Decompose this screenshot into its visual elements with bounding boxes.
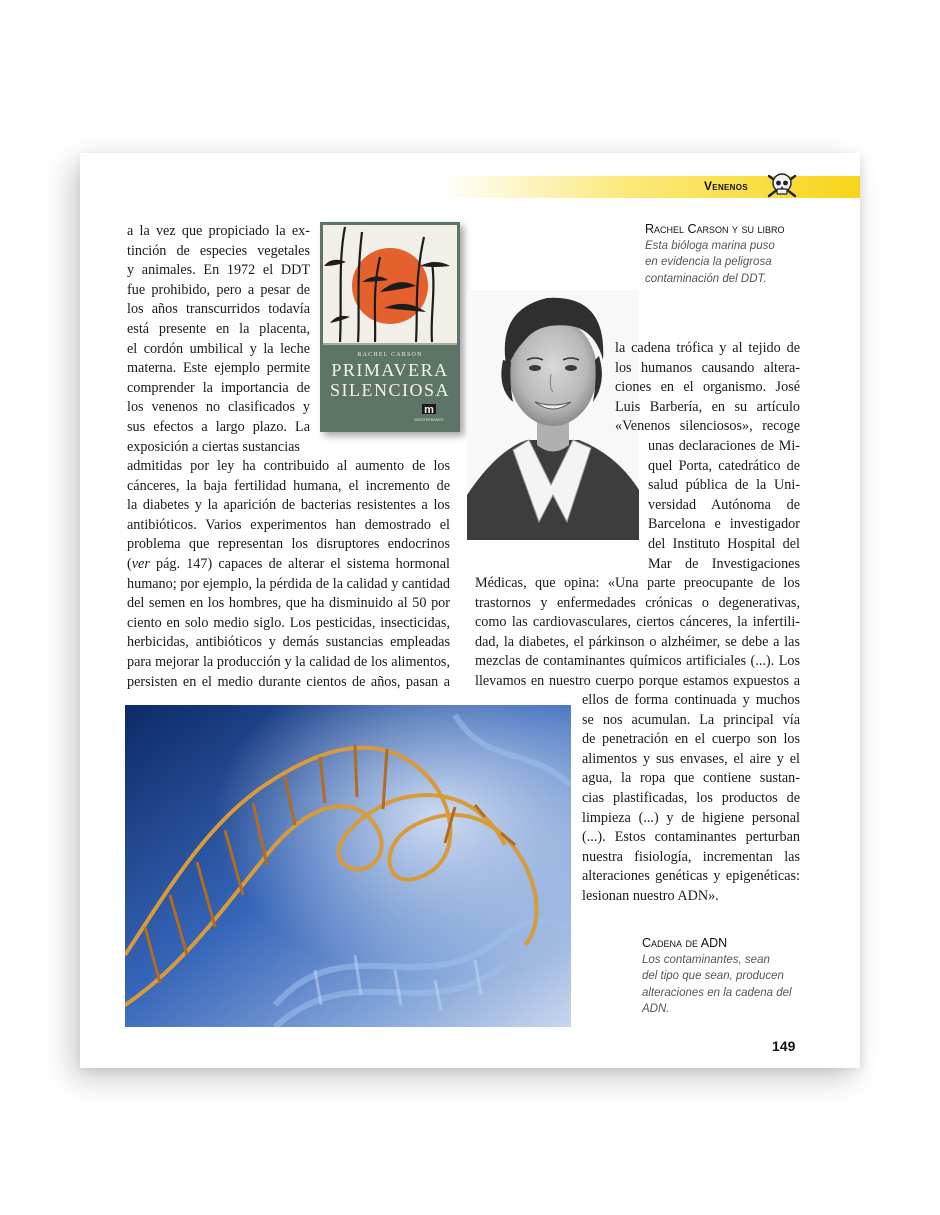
book-title-line2: SILENCIOSA — [329, 380, 451, 400]
caption-line: Los contaminantes, sean — [642, 953, 770, 966]
book-cover-art — [320, 222, 460, 432]
caption-carson — [645, 221, 784, 287]
body-text-right-lower — [582, 691, 800, 907]
text-line: unas declaraciones de Mi- — [648, 438, 800, 454]
text-line: mezclas de contaminantes químicos artificiales (...). Los — [475, 653, 800, 670]
text-line: humano; por ejemplo, la pérdida de la calidad y cantidad — [127, 575, 450, 592]
rachel-carson-portrait — [467, 290, 639, 540]
text-line: del semen en los hombres, que ha disminuido al 50 por — [127, 595, 450, 612]
text-line: los humanos causando altera- — [615, 359, 800, 376]
text-line: los años transcurridos todavía — [127, 301, 310, 318]
body-text-right-wide — [475, 574, 800, 692]
text-line: alimentos y sus envases, el aire y el — [582, 750, 800, 767]
text-line: antibióticos. Varios experimentos han demostrado el — [127, 516, 450, 533]
text-line: Médicas, que opina: «Una parte preocupante de los — [475, 575, 800, 591]
body-text-right-upper — [615, 339, 800, 437]
text-line: se nos acumulan. La principal vía — [582, 711, 800, 728]
text-line: lesionan nuestro ADN». — [582, 887, 719, 904]
book-title-line1: PRIMAVERA — [331, 360, 449, 380]
text-line: y animales. En 1972 el DDT — [127, 262, 310, 279]
text-line: sus efectos a largo plazo. La — [127, 418, 310, 435]
text-line: la diabetes y la aparición de bacterias resistentes a los — [127, 497, 450, 514]
body-text-left-wide — [127, 457, 450, 692]
caption-dna — [642, 935, 792, 1018]
caption-line: en evidencia la peligrosa — [645, 256, 772, 268]
text-line: la cadena trófica y al tejido de — [615, 340, 800, 356]
page-number: 149 — [772, 1038, 796, 1054]
text-line: ellos de forma continuada y muchos — [582, 692, 800, 708]
text-line: materna. Este ejemplo permite — [127, 360, 310, 377]
text-line: exposición a ciertas sustancias — [127, 438, 300, 455]
text-line: Mar de Investigaciones — [648, 555, 800, 572]
portrait-photo — [467, 290, 639, 540]
text-line: (ver pág. 147) capaces de alterar el sistema hormonal — [127, 555, 450, 572]
text-line: dad, la diabetes, el párkinson o alzhéimer, se debe a las — [475, 633, 800, 650]
text-line: el cordón umbilical y la leche — [127, 340, 310, 357]
text-line: ciones en el organismo. José — [615, 379, 800, 396]
text-line: cias plastificadas, los productos de — [582, 789, 800, 806]
caption-title: Rachel Carson y su libro — [645, 222, 785, 236]
text-line: problema que representan los disruptores endocrinos — [127, 536, 450, 553]
text-line: limpieza (...) y de higiene personal — [582, 809, 800, 826]
dna-illustration — [125, 705, 571, 1027]
text-line: herbicidas, antibióticos y demás sustancias empleadas — [127, 634, 450, 651]
text-line: tinción de especies vegetales — [127, 242, 310, 259]
book-author: RACHEL CARSON — [357, 352, 423, 358]
section-title: Venenos — [704, 179, 748, 193]
text-line: «Venenos silenciosos», recoge — [615, 418, 800, 435]
text-line: comprender la importancia de — [127, 379, 310, 396]
body-text-right-narrow — [648, 437, 800, 574]
text-line: para mejorar la producción y la calidad de los alimentos, — [127, 653, 450, 670]
skull-crossbones-icon — [764, 170, 800, 200]
text-line: Luis Barbería, en su artículo — [615, 398, 800, 415]
caption-title: Cadena de ADN — [642, 936, 728, 950]
text-line: trastornos y enfermedades crónicas o degenerativas, — [475, 594, 800, 611]
text-line: alteraciones genéticas y epigenéticas: — [582, 868, 800, 885]
text-line: nuestra fisiología, incrementan las — [582, 848, 800, 865]
caption-line: ADN. — [642, 1003, 670, 1015]
dna-helix-image — [125, 705, 571, 1027]
text-line: del Instituto Hospital del — [648, 535, 800, 552]
publisher-mark: m — [424, 404, 434, 416]
caption-line: Esta bióloga marina puso — [645, 239, 775, 252]
text-line: está presente en la placenta, — [127, 320, 310, 337]
text-line: los venenos no clasificados y — [127, 399, 310, 416]
text-line: quel Porta, catedrático de — [648, 457, 800, 474]
text-line: como las cardiovasculares, ciertos cánceres, la infertili- — [475, 614, 800, 631]
text-line: de penetración en el cuerpo son los — [582, 731, 800, 748]
text-line: fue prohibido, pero a pesar de — [127, 281, 310, 298]
text-line: agua, la ropa que contiene sustan- — [582, 770, 800, 787]
text-line: llevamos en nuestro cuerpo porque estamos expuestos a — [475, 672, 800, 689]
text-line: Barcelona e investigador — [648, 516, 800, 533]
book-cover-image — [320, 222, 460, 432]
caption-line: del tipo que sean, producen — [642, 970, 784, 982]
text-line: salud pública de la Uni- — [648, 477, 800, 494]
text-line: versidad Autónoma de — [648, 496, 800, 513]
caption-line: contaminación del DDT. — [645, 272, 767, 285]
text-line: a la vez que propiciado la ex- — [127, 223, 310, 239]
book-publisher: MEDITERRANEO — [414, 418, 444, 422]
body-text-left-narrow — [127, 222, 310, 457]
text-line: cánceres, la baja fertilidad humana, el incremento de — [127, 477, 450, 494]
text-line: persisten en el medio durante cientos de años, pasan a — [127, 673, 450, 690]
text-line: (...). Estos contaminantes perturban — [582, 829, 800, 846]
text-line: ciento en solo medio siglo. Los pesticidas, insecticidas, — [127, 614, 450, 631]
text-line: admitidas por ley ha contribuido al aumento de los — [127, 458, 450, 474]
caption-line: alteraciones en la cadena del — [642, 986, 792, 999]
